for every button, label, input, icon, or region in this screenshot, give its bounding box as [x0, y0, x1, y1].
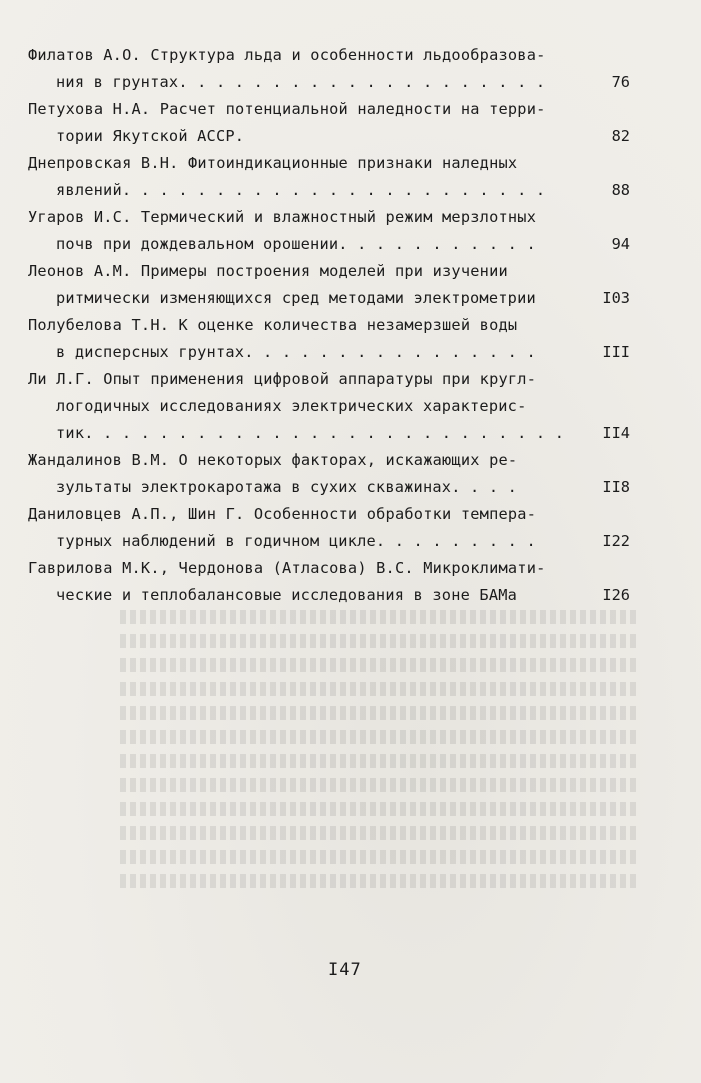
toc-page-number: III	[602, 343, 630, 361]
toc-entry-line: логодичных исследованиях электрических характерис-	[56, 397, 527, 415]
toc-entry-line: Даниловцев А.П., Шин Г. Особенности обработки темпера-	[28, 505, 537, 523]
toc-entry-line: Леонов А.М. Примеры построения моделей при изучении	[28, 262, 508, 280]
toc-entry-line: Днепровская В.Н. Фитоиндикационные признаки наледных	[28, 154, 518, 172]
toc-entry	[28, 204, 638, 258]
toc-entry	[28, 96, 638, 150]
toc-page-number: II8	[602, 478, 630, 496]
toc-entry-line: ритмически изменяющихся сред методами электрометрии	[56, 289, 536, 307]
toc-page-number: I22	[602, 532, 630, 550]
table-of-contents	[28, 42, 638, 609]
toc-entry	[28, 366, 638, 447]
toc-entry-line: турных наблюдений в годичном цикле. . . . . . . . .	[56, 532, 536, 550]
toc-entry	[28, 447, 638, 501]
toc-entry	[28, 555, 638, 609]
toc-entry-line: почв при дождевальном орошении. . . . . . . . . . .	[56, 235, 536, 253]
toc-entry	[28, 42, 638, 96]
toc-page-number: I03	[602, 289, 630, 307]
toc-entry-line: Ли Л.Г. Опыт применения цифровой аппаратуры при кругл-	[28, 370, 537, 388]
toc-page-number: 82	[611, 127, 630, 145]
toc-entry-line: Полубелова Т.Н. К оценке количества незамерзшей воды	[28, 316, 518, 334]
toc-entry-line: Гаврилова М.К., Чердонова (Атласова) В.С. Микроклимати-	[28, 559, 546, 577]
toc-entry-line: Филатов А.О. Структура льда и особенности льдообразова-	[28, 46, 546, 64]
toc-entry-line: ческие и теплобалансовые исследования в зоне БАМа	[56, 586, 518, 604]
toc-entry	[28, 150, 638, 204]
toc-entry-line: Жандалинов В.М. О некоторых факторах, искажающих ре-	[28, 451, 518, 469]
page-number: I47	[328, 960, 362, 980]
toc-page-number: II4	[602, 424, 630, 442]
toc-page-number: 76	[611, 73, 630, 91]
toc-entry	[28, 312, 638, 366]
toc-entry	[28, 258, 638, 312]
toc-entry-line: зультаты электрокаротажа в сухих скважинах. . . .	[56, 478, 518, 496]
toc-entry-line: Петухова Н.А. Расчет потенциальной наледности на терри-	[28, 100, 546, 118]
toc-entry-line: в дисперсных грунтах. . . . . . . . . . . . . . . .	[56, 343, 536, 361]
toc-page-number: 88	[611, 181, 630, 199]
toc-entry	[28, 501, 638, 555]
toc-page-number: I26	[602, 586, 630, 604]
bleed-through-text	[120, 600, 640, 920]
toc-entry-line: Угаров И.С. Термический и влажностный режим мерзлотных	[28, 208, 537, 226]
toc-entry-line: явлений. . . . . . . . . . . . . . . . . . . . . . .	[56, 181, 546, 199]
toc-entry-line: тории Якутской АССР.	[56, 127, 245, 145]
toc-page-number: 94	[611, 235, 630, 253]
toc-entry-line: тик. . . . . . . . . . . . . . . . . . . . . . . . . .	[56, 424, 565, 442]
toc-entry-line: ния в грунтах. . . . . . . . . . . . . . . . . . . .	[56, 73, 546, 91]
